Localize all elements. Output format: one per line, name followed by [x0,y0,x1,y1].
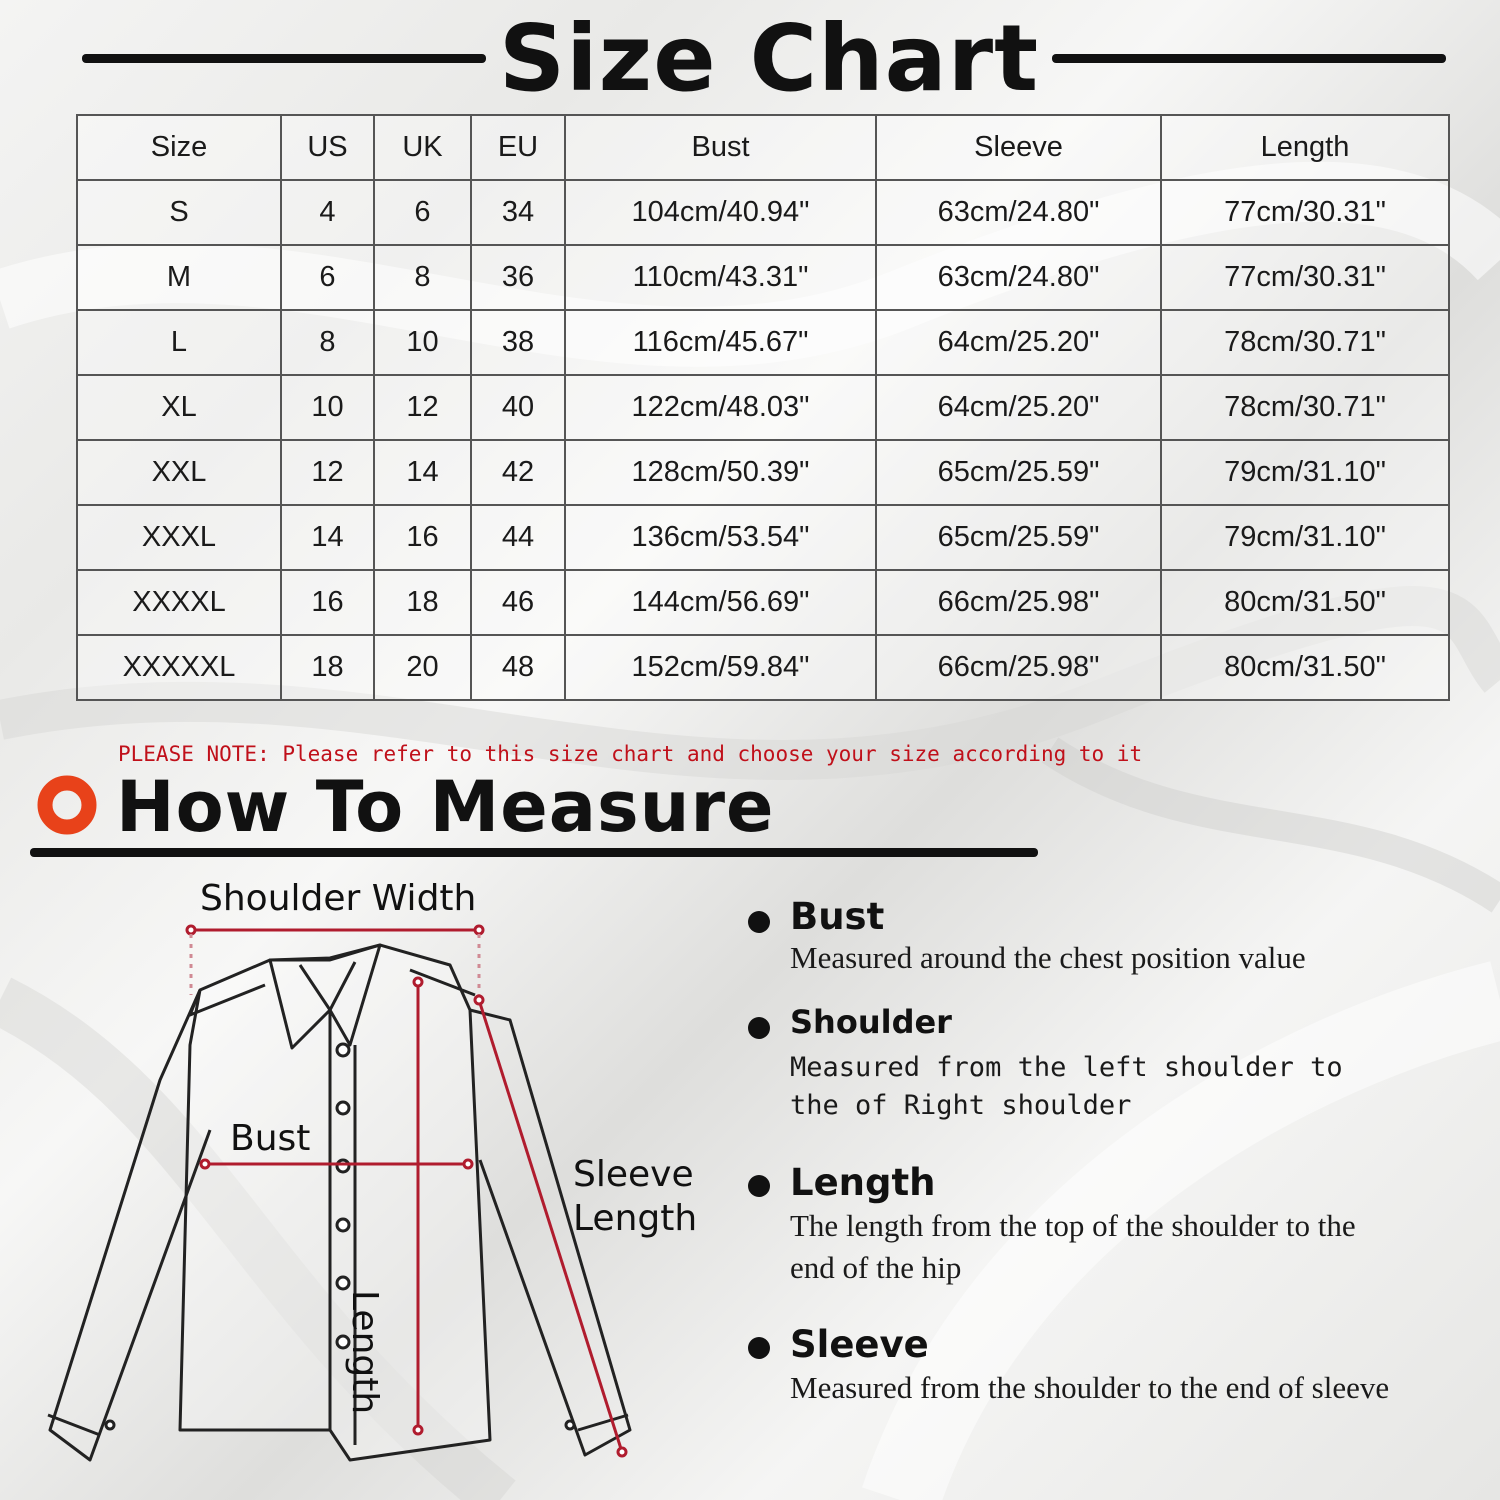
shirt-diagram [30,870,730,1490]
label-bust: Bust [230,1118,311,1159]
cell-length: 78cm/30.71" [1161,310,1449,375]
how-to-measure-rule [30,848,1038,857]
table-row [77,570,1449,635]
table-row [77,375,1449,440]
instruction-title: Shoulder [790,1003,952,1041]
table-row [77,310,1449,375]
instruction-title: Sleeve [790,1323,929,1366]
cell-us: 6 [281,245,374,310]
label-length: Length [344,1290,385,1415]
cell-length: 80cm/31.50" [1161,570,1449,635]
cell-sleeve: 66cm/25.98" [876,570,1161,635]
bullet-icon [748,1337,770,1359]
title-rule-left [82,54,486,63]
cell-length: 78cm/30.71" [1161,375,1449,440]
cell-eu: 34 [471,180,565,245]
cell-size: L [77,310,281,375]
header-uk: UK [374,115,471,180]
instruction-desc: Measured from the shoulder to the end of sleeve [790,1370,1390,1405]
cell-length: 77cm/30.31" [1161,180,1449,245]
cell-size: M [77,245,281,310]
instruction-desc: Measured from the left shoulder to the of Right shoulder [790,1052,1343,1121]
instruction-desc: Measured around the chest position value [790,940,1306,975]
header-size: Size [77,115,281,180]
size-chart-table [76,114,1450,701]
bullet-icon [748,1017,770,1039]
cell-sleeve: 65cm/25.59" [876,440,1161,505]
instruction-title: Length [790,1161,936,1204]
header-bust: Bust [565,115,876,180]
cell-uk: 8 [374,245,471,310]
table-row [77,505,1449,570]
cell-us: 12 [281,440,374,505]
cell-uk: 10 [374,310,471,375]
cell-us: 16 [281,570,374,635]
label-shoulder-width: Shoulder Width [200,878,477,919]
cell-eu: 42 [471,440,565,505]
cell-sleeve: 64cm/25.20" [876,310,1161,375]
cell-sleeve: 63cm/24.80" [876,245,1161,310]
cell-uk: 6 [374,180,471,245]
cell-uk: 14 [374,440,471,505]
label-sleeve-length: Length [573,1198,698,1239]
cell-eu: 48 [471,635,565,700]
cell-bust: 104cm/40.94" [565,180,876,245]
header-length: Length [1161,115,1449,180]
title-bar [0,0,1500,110]
table-row [77,440,1449,505]
cell-sleeve: 66cm/25.98" [876,635,1161,700]
cell-bust: 110cm/43.31" [565,245,876,310]
cell-sleeve: 63cm/24.80" [876,180,1161,245]
table-header-row [77,115,1449,180]
cell-eu: 36 [471,245,565,310]
cell-size: XXL [77,440,281,505]
cell-length: 77cm/30.31" [1161,245,1449,310]
cell-eu: 44 [471,505,565,570]
cell-bust: 144cm/56.69" [565,570,876,635]
cell-length: 79cm/31.10" [1161,505,1449,570]
table-row [77,245,1449,310]
title-rule-right [1052,54,1446,63]
table-row [77,635,1449,700]
cell-size: XXXL [77,505,281,570]
header-eu: EU [471,115,565,180]
cell-uk: 18 [374,570,471,635]
cell-bust: 136cm/53.54" [565,505,876,570]
how-to-measure-title: How To Measure [116,766,775,848]
page-title: Size Chart [498,5,1040,112]
cell-us: 8 [281,310,374,375]
cell-us: 10 [281,375,374,440]
cell-eu: 40 [471,375,565,440]
ring-icon [36,774,98,836]
header-sleeve: Sleeve [876,115,1161,180]
cell-sleeve: 64cm/25.20" [876,375,1161,440]
instruction-desc: The length from the top of the shoulder to the end of the hip [790,1208,1356,1285]
cell-eu: 46 [471,570,565,635]
cell-bust: 122cm/48.03" [565,375,876,440]
cell-bust: 116cm/45.67" [565,310,876,375]
cell-length: 80cm/31.50" [1161,635,1449,700]
instruction-title: Bust [790,895,885,938]
header-us: US [281,115,374,180]
cell-us: 18 [281,635,374,700]
cell-size: S [77,180,281,245]
please-note: PLEASE NOTE: Please refer to this size chart and choose your size according to it [118,742,1143,766]
table-row [77,180,1449,245]
bullet-icon [748,911,770,933]
cell-bust: 128cm/50.39" [565,440,876,505]
cell-uk: 16 [374,505,471,570]
cell-size: XL [77,375,281,440]
cell-bust: 152cm/59.84" [565,635,876,700]
cell-eu: 38 [471,310,565,375]
label-sleeve: Sleeve [573,1154,694,1195]
cell-uk: 20 [374,635,471,700]
cell-length: 79cm/31.10" [1161,440,1449,505]
cell-uk: 12 [374,375,471,440]
cell-us: 14 [281,505,374,570]
cell-size: XXXXL [77,570,281,635]
cell-sleeve: 65cm/25.59" [876,505,1161,570]
bullet-icon [748,1175,770,1197]
cell-us: 4 [281,180,374,245]
cell-size: XXXXXL [77,635,281,700]
